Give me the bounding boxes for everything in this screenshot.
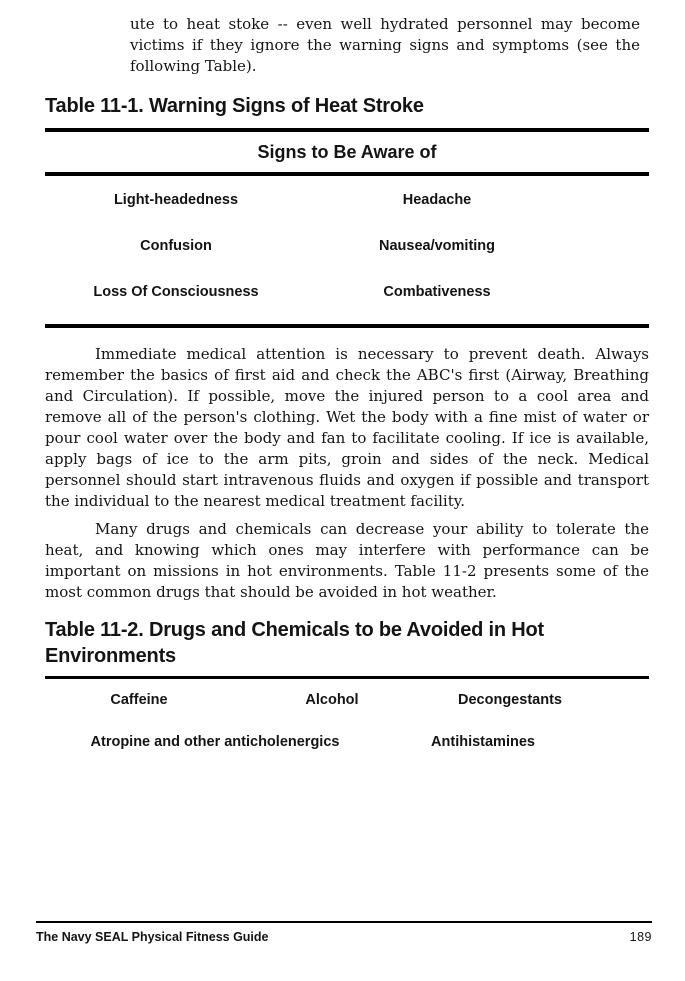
page-footer: [36, 921, 652, 945]
table-cell: Loss Of Consciousness: [93, 284, 259, 300]
table-cell: Caffeine: [110, 692, 168, 708]
table-cell: Decongestants: [458, 692, 562, 708]
table-rule-bottom: [45, 324, 649, 328]
table-11-1: [45, 128, 649, 328]
table-cell: Light-headedness: [113, 192, 239, 208]
table-cell: Atropine and other anticholenergics: [90, 734, 340, 750]
footer-book-title: The Navy SEAL Physical Fitness Guide: [36, 930, 269, 944]
intro-paragraph: ute to heat stoke -- even well hydrated personnel may become victims if they ignore the warning signs and symptoms (see the following Table).: [130, 15, 640, 75]
table-11-2: [45, 676, 649, 752]
table-11-1-title: Table 11-1. Warning Signs of Heat Stroke: [45, 95, 424, 117]
table-cell: Confusion: [140, 238, 212, 254]
table-cell: Nausea/vomiting: [378, 238, 496, 254]
table-11-2-title: Table 11-2. Drugs and Chemicals to be Avoided in Hot Environments: [45, 619, 544, 667]
table-cell: Combativeness: [383, 284, 491, 300]
table-11-1-header: Signs to Be Aware of: [257, 142, 437, 162]
table-11-2-row: [45, 679, 649, 710]
table-11-2-row: [45, 710, 649, 752]
medical-attention-paragraph: Immediate medical attention is necessary to prevent death. Always remember the basics of first aid and check the ABC's first (Airway, Breathing and Circulation). If possible, move the injured person to a cool area and remove all of the person's clothing. Wet the body with a fine mist of water or pour cool water over the body and fan to facilitate cooling. If ice is available, apply bags of ice to the arm pits, groin and sides of the neck. Medical personnel should start intravenous fluids and oxygen if possible and transport the individual to the nearest medical treatment facility.: [45, 345, 649, 510]
table-11-1-body: [45, 176, 649, 324]
table-cell: Headache: [402, 192, 472, 208]
drugs-chemicals-paragraph: Many drugs and chemicals can decrease your ability to tolerate the heat, and knowing which ones may interfere with performance can be important on missions in hot environments. Table 11-2 presents some of the most common drugs that should be avoided in hot weather.: [45, 520, 649, 601]
table-cell: Alcohol: [305, 692, 359, 708]
table-cell: Antihistamines: [431, 734, 535, 750]
footer-page-number: 189: [629, 930, 652, 944]
